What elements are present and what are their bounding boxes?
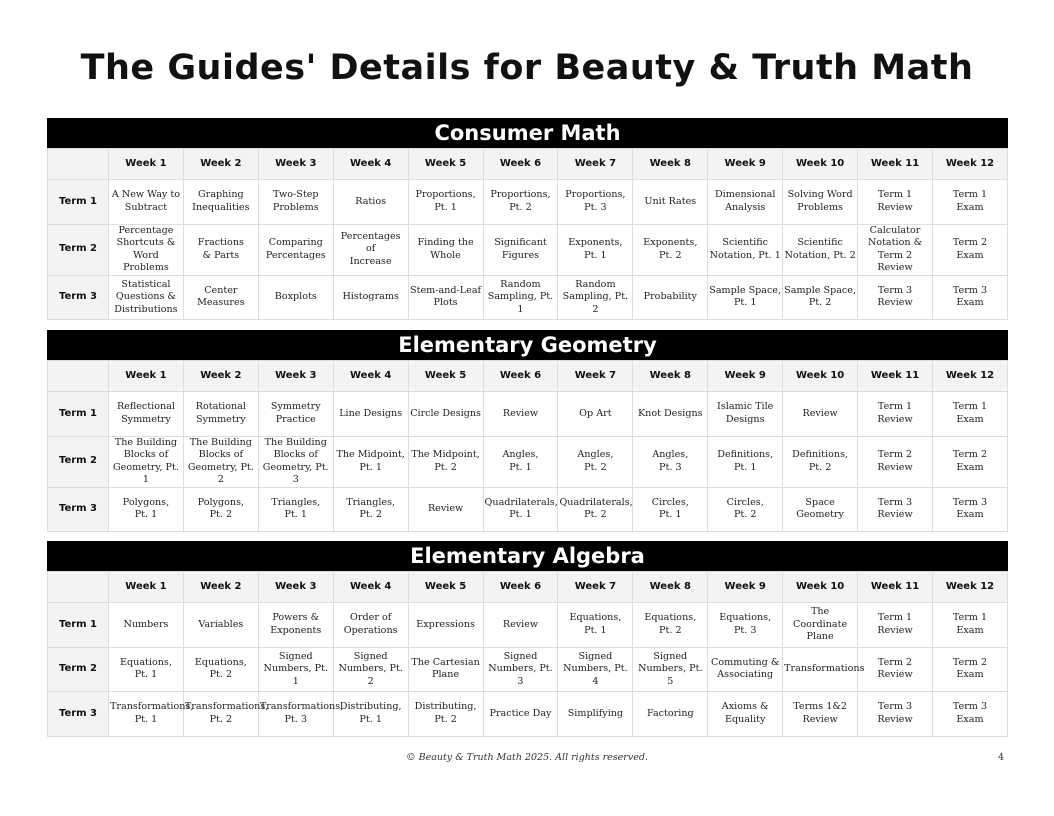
lesson-cell: Commuting & Associating [708,647,783,692]
week-header: Week 5 [408,572,483,603]
week-header: Week 12 [932,149,1007,180]
corner-cell [48,572,109,603]
lesson-cell: Symmetry Practice [258,392,333,437]
week-header: Week 10 [783,572,858,603]
lesson-cell: Term 1 Exam [932,180,1007,225]
lesson-cell: Equations, Pt. 1 [109,647,184,692]
lesson-cell: Comparing Percentages [258,224,333,275]
page-number: 4 [998,752,1005,763]
lesson-cell: Significant Figures [483,224,558,275]
lesson-cell: Term 1 Review [858,180,933,225]
week-header: Week 3 [258,149,333,180]
lesson-cell: Triangles, Pt. 1 [258,487,333,532]
lesson-cell: Boxplots [258,275,333,320]
lesson-cell: Axioms & Equality [708,692,783,737]
week-header: Week 8 [633,572,708,603]
lesson-cell: Polygons, Pt. 2 [183,487,258,532]
table-row [48,275,1008,320]
lesson-cell: Term 1 Review [858,392,933,437]
week-header: Week 7 [558,149,633,180]
lesson-cell: Solving Word Problems [783,180,858,225]
lesson-cell: Variables [183,603,258,648]
lesson-cell: Term 3 Exam [932,692,1007,737]
header-row [48,361,1008,392]
lesson-cell: The Building Blocks of Geometry, Pt. 2 [183,436,258,487]
week-header: Week 12 [932,361,1007,392]
week-header: Week 2 [183,361,258,392]
lesson-cell: Center Measures [183,275,258,320]
week-header: Week 2 [183,149,258,180]
table-row [48,487,1008,532]
term-label: Term 1 [48,603,109,648]
week-header: Week 4 [333,361,408,392]
table-row [48,180,1008,225]
lesson-cell: Random Sampling, Pt. 1 [483,275,558,320]
lesson-cell: Space Geometry [783,487,858,532]
lesson-cell: Equations, Pt. 2 [183,647,258,692]
lesson-cell: Factoring [633,692,708,737]
lesson-cell: The Midpoint, Pt. 2 [408,436,483,487]
lesson-cell: Term 3 Exam [932,487,1007,532]
week-header: Week 10 [783,149,858,180]
lesson-cell: Equations, Pt. 3 [708,603,783,648]
week-header: Week 4 [333,149,408,180]
week-header: Week 1 [109,572,184,603]
lesson-cell: Equations, Pt. 1 [558,603,633,648]
week-header: Week 1 [109,149,184,180]
lesson-cell: Term 2 Review [858,647,933,692]
lesson-cell: Distributing, Pt. 2 [408,692,483,737]
lesson-cell: Calculator Notation & Term 2 Review [858,224,933,275]
table-row [48,647,1008,692]
lesson-cell: Definitions, Pt. 1 [708,436,783,487]
lesson-cell: Review [483,392,558,437]
lesson-cell: Random Sampling, Pt. 2 [558,275,633,320]
lesson-cell: Islamic Tile Designs [708,392,783,437]
lesson-cell: Statistical Questions & Distributions [109,275,184,320]
week-header: Week 6 [483,361,558,392]
lesson-cell: Numbers [109,603,184,648]
lesson-cell: Knot Designs [633,392,708,437]
lesson-cell: Signed Numbers, Pt. 2 [333,647,408,692]
lesson-cell: Finding the Whole [408,224,483,275]
week-header: Week 9 [708,361,783,392]
week-header: Week 11 [858,361,933,392]
lesson-cell: Powers & Exponents [258,603,333,648]
lesson-cell: Scientific Notation, Pt. 2 [783,224,858,275]
lesson-cell: Review [483,603,558,648]
lesson-cell: Ratios [333,180,408,225]
term-label: Term 3 [48,275,109,320]
week-header: Week 7 [558,572,633,603]
lesson-cell: Percentage Shortcuts & Word Problems [109,224,184,275]
schedule-grid [47,360,1008,532]
lesson-cell: Proportions, Pt. 3 [558,180,633,225]
lesson-cell: Exponents, Pt. 2 [633,224,708,275]
lesson-cell: The Building Blocks of Geometry, Pt. 1 [109,436,184,487]
term-label: Term 2 [48,436,109,487]
lesson-cell: Transformations, Pt. 1 [109,692,184,737]
lesson-cell: Quadrilaterals, Pt. 2 [558,487,633,532]
table-row [48,603,1008,648]
lesson-cell: Sample Space, Pt. 2 [783,275,858,320]
lesson-cell: Terms 1&2 Review [783,692,858,737]
lesson-cell: Signed Numbers, Pt. 5 [633,647,708,692]
header-row [48,572,1008,603]
lesson-cell: Transformations, Pt. 2 [183,692,258,737]
lesson-cell: Exponents, Pt. 1 [558,224,633,275]
week-header: Week 9 [708,149,783,180]
lesson-cell: Graphing Inequalities [183,180,258,225]
lesson-cell: The Cartesian Plane [408,647,483,692]
lesson-cell: Sample Space, Pt. 1 [708,275,783,320]
lesson-cell: Transformations [783,647,858,692]
lesson-cell: Proportions, Pt. 2 [483,180,558,225]
term-label: Term 3 [48,487,109,532]
schedule-table-elementary-algebra [47,541,1008,737]
lesson-cell: Term 3 Review [858,275,933,320]
lesson-cell: Term 3 Exam [932,275,1007,320]
lesson-cell: Review [783,392,858,437]
lesson-cell: Op Art [558,392,633,437]
term-label: Term 1 [48,392,109,437]
lesson-cell: Stem-and-Leaf Plots [408,275,483,320]
lesson-cell: Fractions & Parts [183,224,258,275]
schedule-grid [47,148,1008,320]
lesson-cell: Angles, Pt. 3 [633,436,708,487]
week-header: Week 6 [483,149,558,180]
lesson-cell: Angles, Pt. 2 [558,436,633,487]
week-header: Week 2 [183,572,258,603]
schedule-grid [47,571,1008,737]
table-row [48,692,1008,737]
lesson-cell: Term 3 Review [858,692,933,737]
lesson-cell: The Midpoint, Pt. 1 [333,436,408,487]
table-row [48,392,1008,437]
lesson-cell: Signed Numbers, Pt. 1 [258,647,333,692]
lesson-cell: Proportions, Pt. 1 [408,180,483,225]
week-header: Week 8 [633,149,708,180]
lesson-cell: Two-Step Problems [258,180,333,225]
lesson-cell: Rotational Symmetry [183,392,258,437]
lesson-cell: Circle Designs [408,392,483,437]
lesson-cell: Angles, Pt. 1 [483,436,558,487]
week-header: Week 4 [333,572,408,603]
lesson-cell: Circles, Pt. 2 [708,487,783,532]
lesson-cell: Triangles, Pt. 2 [333,487,408,532]
lesson-cell: Quadrilaterals, Pt. 1 [483,487,558,532]
week-header: Week 10 [783,361,858,392]
lesson-cell: Signed Numbers, Pt. 3 [483,647,558,692]
week-header: Week 8 [633,361,708,392]
lesson-cell: A New Way to Subtract [109,180,184,225]
table-row [48,224,1008,275]
lesson-cell: Simplifying [558,692,633,737]
lesson-cell: Polygons, Pt. 1 [109,487,184,532]
lesson-cell: Reflectional Symmetry [109,392,184,437]
lesson-cell: Term 1 Exam [932,603,1007,648]
table-title: Elementary Geometry [47,330,1008,360]
lesson-cell: Term 2 Exam [932,647,1007,692]
lesson-cell: Probability [633,275,708,320]
page-title: The Guides' Details for Beauty & Truth Math [80,48,974,88]
table-title: Consumer Math [47,118,1008,148]
lesson-cell: Practice Day [483,692,558,737]
lesson-cell: Distributing, Pt. 1 [333,692,408,737]
lesson-cell: Signed Numbers, Pt. 4 [558,647,633,692]
week-header: Week 11 [858,572,933,603]
lesson-cell: Scientific Notation, Pt. 1 [708,224,783,275]
lesson-cell: Term 2 Review [858,436,933,487]
term-label: Term 1 [48,180,109,225]
lesson-cell: Term 3 Review [858,487,933,532]
corner-cell [48,149,109,180]
schedule-table-elementary-geometry [47,330,1008,532]
week-header: Week 3 [258,361,333,392]
lesson-cell: Percentages of Increase [333,224,408,275]
table-title: Elementary Algebra [47,541,1008,571]
table-row [48,436,1008,487]
week-header: Week 12 [932,572,1007,603]
term-label: Term 2 [48,224,109,275]
week-header: Week 1 [109,361,184,392]
header-row [48,149,1008,180]
term-label: Term 2 [48,647,109,692]
lesson-cell: Transformations, Pt. 3 [258,692,333,737]
schedule-table-consumer-math [47,118,1008,320]
lesson-cell: Order of Operations [333,603,408,648]
lesson-cell: Circles, Pt. 1 [633,487,708,532]
lesson-cell: The Building Blocks of Geometry, Pt. 3 [258,436,333,487]
copyright-footer: © Beauty & Truth Math 2025. All rights reserved. [406,752,648,763]
lesson-cell: Term 2 Exam [932,436,1007,487]
lesson-cell: Dimensional Analysis [708,180,783,225]
lesson-cell: The Coordinate Plane [783,603,858,648]
lesson-cell: Definitions, Pt. 2 [783,436,858,487]
week-header: Week 5 [408,149,483,180]
lesson-cell: Equations, Pt. 2 [633,603,708,648]
week-header: Week 6 [483,572,558,603]
lesson-cell: Term 1 Exam [932,392,1007,437]
lesson-cell: Expressions [408,603,483,648]
lesson-cell: Line Designs [333,392,408,437]
week-header: Week 9 [708,572,783,603]
lesson-cell: Term 1 Review [858,603,933,648]
week-header: Week 5 [408,361,483,392]
lesson-cell: Unit Rates [633,180,708,225]
lesson-cell: Term 2 Exam [932,224,1007,275]
corner-cell [48,361,109,392]
lesson-cell: Histograms [333,275,408,320]
lesson-cell: Review [408,487,483,532]
week-header: Week 7 [558,361,633,392]
week-header: Week 11 [858,149,933,180]
week-header: Week 3 [258,572,333,603]
term-label: Term 3 [48,692,109,737]
